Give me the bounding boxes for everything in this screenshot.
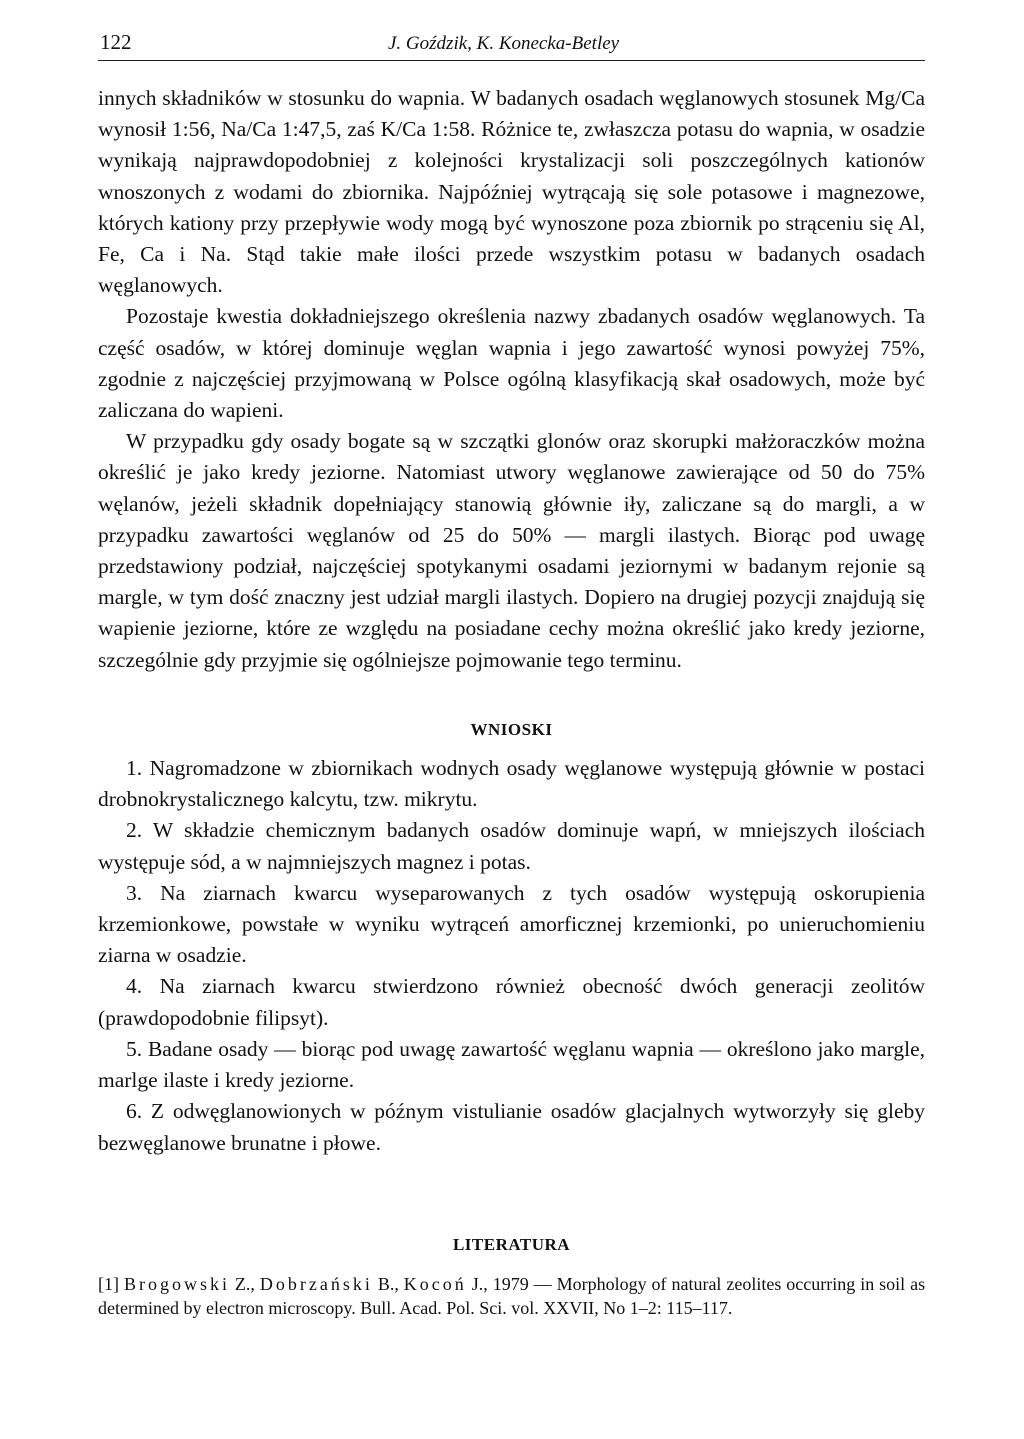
paragraph: innych składników w stosunku do wapnia. W badanych osadach węglanowych stosunek Mg/Ca wynosił 1:56, Na/Ca 1:47,5, zaś K/Ca 1:58. Różnice te, zwłaszcza potasu do wapnia, w osadzie wynikają najprawdopodobniej z kolejności krystalizacji soli poszczególnych kationów wnoszonych z wodami do zbiornika. Najpóźniej wytrącają się sole potasowe i magnezowe, których kationy przy przepływie wody mogą być wynoszone poza zbiornik po strąceniu się Al, Fe, Ca i Na. Stąd takie małe ilości przede wszystkim potasu w badanych osadach węglanowych. [98, 86, 925, 298]
reference-author-initial: Z., [234, 1273, 255, 1294]
conclusion-item: 5. Badane osady — biorąc pod uwagę zawartość węglanu wapnia — określono jako margle, marlge ilaste i kredy jeziorne. [98, 1036, 925, 1093]
paragraph: Pozostaje kwestia dokładniejszego określenia nazwy zbadanych osadów węglanowych. Ta część osadów, w której dominuje węglan wapnia i jego zawartość wynosi powyżej 75%, zgodnie z najczęściej przyjmowaną w Polsce ogólną klasyfikacją skał osadowych, może być zaliczana do wapieni. [98, 304, 925, 423]
article-body [98, 83, 925, 1320]
references-list [98, 1272, 925, 1320]
reference-details: 1979 — Morphology of natural zeolites occurring in soil as determined by electron microscopy. Bull. Acad. Pol. Sci. vol. XXVII, No 1–2: 115–117. [98, 1273, 926, 1318]
conclusions-list [98, 753, 925, 1159]
reference-author-initial: J., [471, 1273, 488, 1294]
reference-author-name: Brogowski [123, 1273, 230, 1294]
conclusion-item: 2. W składzie chemicznym badanych osadów dominuje wapń, w mniejszych ilościach występuje sód, a w najmniejszych magnez i potas. [98, 818, 925, 874]
section-title-conclusions: WNIOSKI [470, 719, 553, 739]
reference-item [98, 1272, 925, 1320]
conclusion-item: 6. Z odwęglanowionych w późnym vistulianie osadów glacjalnych wytworzyły się gleby bezwęglanowe brunatne i płowe. [98, 1099, 925, 1155]
reference-author-name: Kocoń [403, 1273, 467, 1294]
page-number: 122 [100, 30, 132, 54]
page-header [98, 30, 925, 60]
reference-author-initial: B., [377, 1273, 399, 1294]
header-rule [98, 60, 925, 61]
conclusion-item: 4. Na ziarnach kwarcu stwierdzono również obecność dwóch generacji zeolitów (prawdopodobnie filipsyt). [98, 974, 925, 1030]
conclusion-item: 3. Na ziarnach kwarcu wyseparowanych z tych osadów występują oskorupienia krzemionkowe, powstałe w wyniku wytrąceń amorficznej krzemionki, po unieruchomieniu ziarna w osadzie. [98, 880, 925, 968]
conclusion-item: 1. Nagromadzone w zbiornikach wodnych osady węglanowe występują głównie w postaci drobnokrystalicznego kalcytu, tzw. mikrytu. [98, 756, 925, 812]
paragraph: W przypadku gdy osady bogate są w szczątki glonów oraz skorupki małżoraczków można określić je jako kredy jeziorne. Natomiast utwory węglanowe zawierające od 50 do 75% węlanów, jeżeli składnik dopełniający stanowią głównie iły, zaliczane są do margli, a w przypadku zawartości węglanów od 25 do 50% — margli ilastych. Biorąc pod uwagę przedstawiony podział, najczęściej spotykanymi osadami jeziornymi w badanym rejonie są margle, w tym dość znaczny jest udział margli ilastych. Dopiero na drugiej pozycji znajdują się wapienie jeziorne, które ze względu na posiadane cechy można określić jako kredy jeziorne, szczególnie gdy przyjmie się ogólniejsze pojmowanie tego terminu. [98, 429, 925, 672]
section-title-references: LITERATURA [452, 1234, 571, 1254]
running-head: J. Goździk, K. Konecka-Betley [388, 33, 620, 54]
reference-author-name: Dobrzański [259, 1273, 373, 1294]
reference-number: [1] [98, 1273, 119, 1294]
